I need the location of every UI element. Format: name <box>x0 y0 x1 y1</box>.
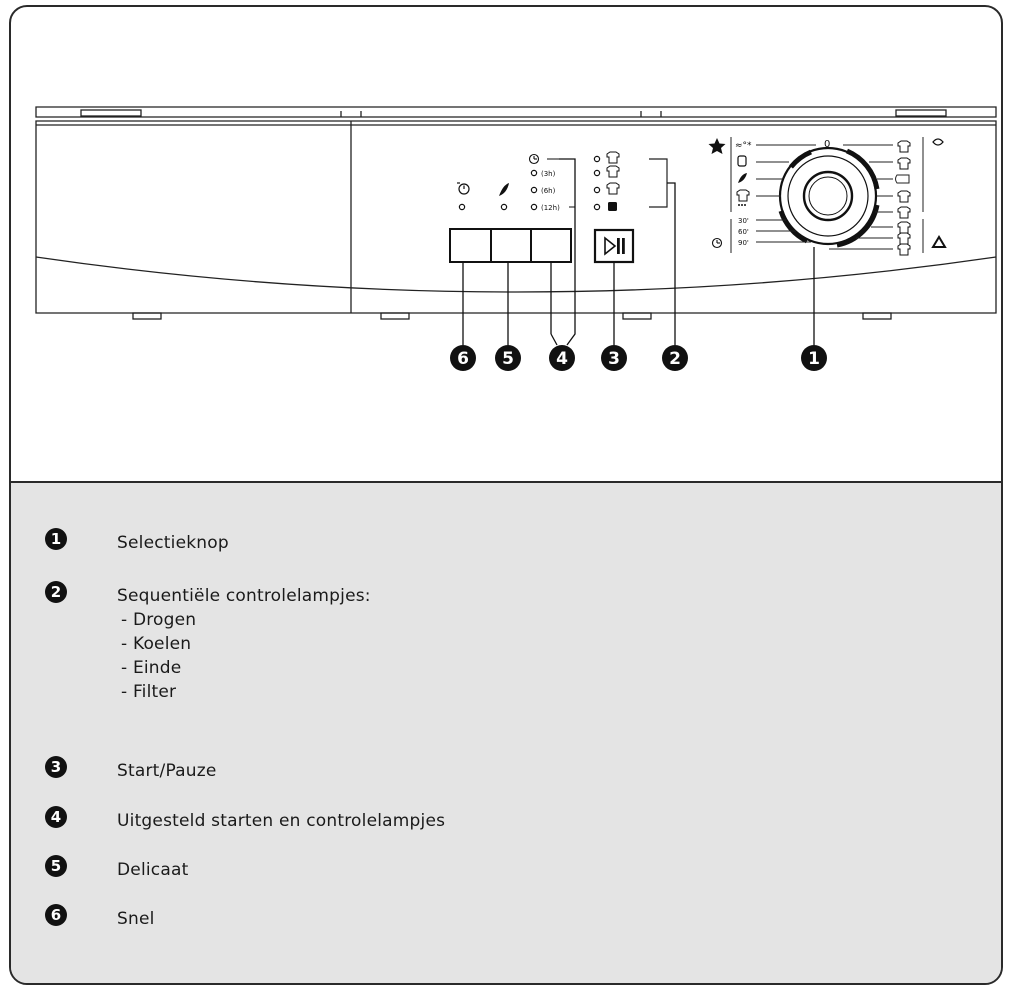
filter-icon <box>608 202 617 211</box>
dial-zero-label: 0 <box>824 139 831 150</box>
legend-number: 4 <box>45 806 67 828</box>
cotton-dots <box>738 204 746 206</box>
legend-label: Sequentiële controlelampjes: <box>117 586 371 606</box>
wool-icon <box>738 156 746 166</box>
legend-label: Start/Pauze <box>117 761 217 781</box>
callout-6 <box>450 345 476 371</box>
legend-label: Selectieknop <box>117 533 229 553</box>
legend-panel <box>11 481 1001 985</box>
cotton-cycle-icon <box>933 139 943 145</box>
delay-clock-icon <box>530 155 539 164</box>
diagram-frame <box>9 5 1003 985</box>
svg-text:1: 1 <box>808 349 820 369</box>
cooling-shirt-icon <box>607 166 619 177</box>
feather-icon <box>738 173 747 183</box>
time-label-90: 90' <box>738 239 749 247</box>
star-icon <box>709 138 726 154</box>
program-selector-dial[interactable] <box>780 148 877 245</box>
svg-text:3: 3 <box>608 349 620 369</box>
timed-clock-icon <box>713 239 722 248</box>
start-pause-button[interactable] <box>595 230 633 262</box>
delicate-led <box>501 204 506 209</box>
quick-icon <box>457 183 469 194</box>
callout-1 <box>801 345 827 371</box>
delay-label-12h: (12h) <box>541 204 560 212</box>
legend-label: Delicaat <box>117 860 189 880</box>
dryer-top-lid <box>36 107 996 117</box>
delicate-leaf-icon <box>499 183 509 196</box>
legend-label-group <box>117 584 371 704</box>
legend-sub-item: - Koelen <box>121 634 192 654</box>
callout-4 <box>549 345 575 371</box>
delay-label-6h: (6h) <box>541 187 556 195</box>
delay-label-3h: (3h) <box>541 170 556 178</box>
legend-sub-item: - Filter <box>121 682 177 702</box>
legend-number: 5 <box>45 855 67 877</box>
delay-start-button[interactable] <box>531 229 571 262</box>
legend-label: Uitgesteld starten en controlelampjes <box>117 811 446 831</box>
legend-number: 1 <box>45 528 67 550</box>
legend-label: Snel <box>117 909 155 929</box>
synthetic-triangle-icon <box>933 237 945 247</box>
svg-text:5: 5 <box>502 349 514 369</box>
legend-number: 2 <box>45 581 67 603</box>
delicate-button[interactable] <box>491 229 531 262</box>
delay-led-12h <box>531 204 536 209</box>
callout-5 <box>495 345 521 371</box>
time-label-60: 60' <box>738 228 749 236</box>
cotton-shirt-icon <box>737 190 749 201</box>
svg-text:4: 4 <box>556 349 568 369</box>
dryer-control-panel-diagram <box>11 7 1001 479</box>
callout-2 <box>662 345 688 371</box>
legend-number: 6 <box>45 904 67 926</box>
delay-led-6h <box>531 187 536 192</box>
right-program-icons <box>898 141 910 255</box>
iron-right-icon <box>896 175 910 183</box>
airing-icon: ≈°* <box>735 141 752 151</box>
end-shirt-icon <box>607 183 619 194</box>
legend-number: 3 <box>45 756 67 778</box>
quick-led <box>459 204 464 209</box>
sequence-indicators <box>594 152 619 211</box>
drying-shirt-icon <box>607 152 619 163</box>
time-label-30: 30' <box>738 217 749 225</box>
legend-sub-item: - Drogen <box>121 610 197 630</box>
legend-sub-item: - Einde <box>121 658 182 678</box>
quick-button[interactable] <box>450 229 491 262</box>
svg-text:2: 2 <box>669 349 681 369</box>
svg-text:6: 6 <box>457 349 469 369</box>
callout-3 <box>601 345 627 371</box>
delay-led-3h <box>531 170 536 175</box>
